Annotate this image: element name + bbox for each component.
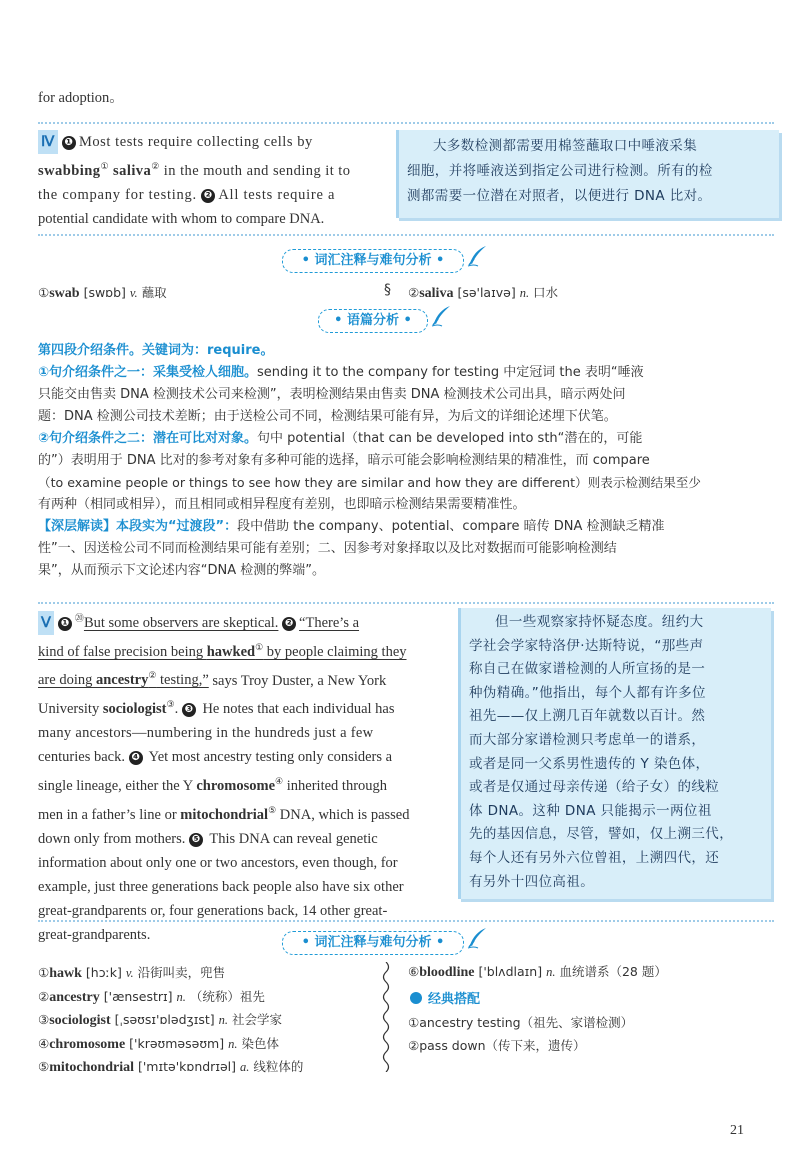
footnote-mark: ⑳ [74, 613, 84, 623]
section4-number: Ⅳ [38, 130, 58, 154]
entry-number: ① [38, 285, 50, 300]
entry-word: chromosome [49, 1036, 126, 1052]
translation-line: 先的基因信息，尽管，譬如，仅上溯三代， [469, 826, 734, 843]
divider [38, 234, 774, 236]
entry-pos: n. [546, 965, 556, 979]
section-banner-vocab: • 词汇注释与难句分析 • [282, 931, 464, 955]
divider [38, 920, 774, 922]
analysis-text: 有两种（相同或相异），而且相同或相异程度有差别，也即暗示检测结果需要精准性。 [38, 497, 526, 512]
sentence-text: by people claiming they [263, 643, 407, 660]
bullet-icon [410, 992, 422, 1004]
section-banner-vocab: • 词汇注释与难句分析 • [282, 249, 464, 273]
sentence-text: Yet most ancestry testing only considers a [145, 749, 393, 766]
sentence-text: But some observers are skeptical. [83, 614, 279, 631]
entry-definition: 社会学家 [232, 1012, 283, 1027]
sentence-text: testing,” [156, 672, 209, 689]
entry-phonetic: ['blʌdlaɪn] [478, 964, 543, 979]
sentence-text: “There’s a [299, 614, 360, 631]
analysis-point-head: ②句介绍条件之二：潜在可比对对象。 [38, 431, 258, 446]
section-banner-analysis: • 语篇分析 • [318, 309, 428, 333]
sentence-text: potential candidate with whom to compare DNA. [38, 210, 325, 227]
vocab-entry [38, 1009, 303, 1033]
entry-definition: 染色体 [241, 1035, 279, 1051]
entry-number: ③ [38, 1012, 50, 1027]
sentence-text: the company for testing. [38, 186, 197, 203]
entry-number: ⑤ [38, 1059, 50, 1074]
sentence-text: single lineage, either the Y [38, 778, 197, 795]
vocab-entry [38, 1033, 303, 1057]
sentence-text: information about only one or two ancestors, even though, for [38, 854, 398, 871]
footnote-mark: ② [148, 670, 157, 681]
collocation-item: ①ancestry testing（祖先、家谱检测） [408, 1015, 634, 1030]
sentence-marker: ❸ [182, 703, 196, 717]
analysis-text: 只能交由售卖 DNA 检测技术公司来检测”，表明检测结果由售卖 DNA 检测技术公司出具，暗示两处问 [38, 387, 626, 402]
entry-word: mitochondrial [49, 1060, 134, 1075]
vocab-word: ancestry [95, 672, 149, 689]
translation-line: 有另外十四位高祖。 [469, 873, 595, 890]
translation-line: 称自己在做家谱检测的人所宣扬的是一 [469, 661, 706, 678]
translation-line: 学社会学家特洛伊·达斯特说，“那些声 [469, 637, 704, 654]
collocation-title-text: 经典搭配 [428, 992, 481, 1007]
translation-line: 测都需要一位潜在对照者，以便进行 DNA 比对。 [407, 188, 712, 204]
entry-pos: v. [125, 966, 134, 980]
entry-word: saliva [419, 286, 454, 301]
sentence-text: men in a father’s line or [38, 806, 181, 823]
footnote-mark: ① [100, 161, 109, 171]
analysis-text: （to examine people or things to see how they are similar and how they are different）则表示检测结果至少 [38, 475, 701, 490]
vocab-word: chromosome [196, 778, 276, 795]
translation-line: 种伪精确。”他指出，每个人都有许多位 [469, 684, 706, 701]
vocab-list [38, 962, 303, 1080]
entry-pos: n. [218, 1013, 229, 1027]
vocab-word: swabbing [38, 162, 101, 179]
section5-english [38, 606, 446, 947]
entry-definition: 血统谱系（28 题） [559, 964, 667, 979]
entry-phonetic: ['mɪtə'kɒndrɪəl] [137, 1059, 237, 1074]
sentence-marker: ❶ [62, 136, 76, 150]
sentence-text: This DNA can reveal genetic [206, 830, 378, 847]
vocab-entry [408, 962, 667, 981]
sentence-text: are doing [38, 672, 96, 689]
section4-translation [396, 130, 779, 218]
sentence-text: inherited through [283, 778, 388, 795]
translation-line: 或者是同一父系男性遗传的 Y 染色体， [469, 755, 710, 772]
quill-icon [466, 927, 488, 949]
entry-word: ancestry [49, 989, 100, 1005]
entry-definition: 沿街叫卖，兜售 [137, 965, 226, 980]
entry-definition: （统称）祖先 [189, 988, 265, 1004]
entry-pos: n. [228, 1036, 238, 1051]
entry-word: sociologist [49, 1013, 111, 1028]
entry-phonetic: [ˌsəʊsɪ'ɒlədʒɪst] [114, 1012, 215, 1027]
footnote-mark: ② [151, 161, 160, 171]
analysis-text: 果”，从而预示下文论述内容“DNA 检测的弊端”。 [38, 563, 325, 578]
sentence-text: . [174, 701, 182, 718]
entry-number: ② [408, 285, 420, 300]
page-number: 21 [730, 1123, 744, 1138]
entry-number: ① [38, 965, 50, 980]
vocab-entry [408, 283, 558, 302]
quill-icon [430, 305, 452, 327]
collocation-item: ②pass down（传下来，遗传） [408, 1038, 586, 1053]
vocab-entry [38, 986, 303, 1010]
discourse-analysis [38, 340, 774, 582]
vocab-word: sociologist [102, 701, 167, 718]
entry-number: ④ [38, 1035, 50, 1051]
sentence-text: example, just three generations back people also have six other [38, 878, 404, 895]
entry-definition: 蘸取 [141, 285, 167, 300]
analysis-text: 题：DNA 检测公司技术差断；由于送检公司不同，检测结果可能有异，为后文的详细论述埋下伏笔。 [38, 409, 617, 424]
quill-icon [466, 245, 488, 267]
vocab-word: saliva [113, 162, 152, 179]
entry-definition: 口水 [533, 285, 559, 300]
sentence-text: many ancestors—numbering in the hundreds just a few [38, 725, 374, 742]
sentence-text: in the mouth and sending it to [159, 162, 351, 179]
sentence-text: Most tests require collecting cells by [78, 134, 313, 150]
section4-english [38, 130, 388, 231]
sentence-text: kind of false precision being [38, 643, 207, 660]
analysis-lead: 第四段介绍条件。关键词为：require。 [38, 343, 274, 358]
vocab-entry [38, 962, 303, 986]
entry-pos: v. [129, 286, 138, 300]
entry-pos: a. [240, 1060, 250, 1074]
entry-phonetic: [hɔːk] [85, 965, 122, 980]
footnote-mark: ⑤ [268, 805, 277, 816]
entry-phonetic: ['ænsestrɪ] [103, 988, 173, 1004]
footnote-mark: ③ [166, 699, 175, 710]
column-separator: § [384, 282, 391, 298]
sentence-text: great-grandparents or, four generations back, 14 other great- [38, 902, 388, 919]
sentence-marker: ❶ [58, 617, 72, 631]
analysis-text: sending it to the company for testing 中定冠词 the 表明“唾液 [257, 365, 644, 380]
translation-line: 细胞，并将唾液送到指定公司进行检测。所有的检 [407, 163, 713, 179]
sentence-marker: ❷ [201, 189, 215, 203]
entry-definition: 线粒体的 [253, 1059, 304, 1074]
divider [38, 122, 774, 124]
sentence-marker: ❹ [129, 751, 143, 765]
divider [38, 602, 774, 604]
vocab-word: hawked [206, 643, 256, 660]
entry-phonetic: ['krəʊməsəʊm] [129, 1035, 225, 1051]
vocab-entry [38, 1056, 303, 1080]
section5-number: Ⅴ [38, 611, 54, 635]
analysis-text: 句中 potential（that can be developed into sth“潜在的，可能 [257, 431, 643, 446]
vocab-word: mitochondrial [180, 806, 269, 823]
sentence-text: centuries back. [38, 749, 129, 766]
analysis-deep-head: 【深层解读】本段实为“过渡段”： [38, 519, 238, 534]
entry-phonetic: [sə'laɪvə] [457, 285, 516, 300]
sentence-text: University [38, 701, 103, 718]
translation-line: 但一些观察家持怀疑态度。纽约大 [495, 614, 704, 630]
analysis-point-head: ①句介绍条件之一：采集受检人细胞。 [38, 365, 258, 380]
analysis-text: 性”一、因送检公司不同而检测结果可能有差别；二、因参考对象择取以及比对数据而可能影响检测结 [38, 541, 617, 556]
translation-line: 每个人还有另外六位曾祖，上溯四代，还 [469, 849, 720, 866]
sentence-marker: ❺ [189, 833, 203, 847]
sentence-text: says Troy Duster, a New York [208, 672, 387, 689]
analysis-text: 段中借助 the company、potential、compare 暗传 DNA 检测缺乏精准 [237, 519, 665, 534]
entry-pos: n. [176, 989, 186, 1004]
entry-word: bloodline [419, 965, 475, 980]
entry-phonetic: [swɒb] [83, 285, 126, 300]
translation-line: 而大部分家谱检测只考虑单一的谱系， [469, 731, 706, 748]
entry-word: swab [49, 286, 80, 301]
vocab-entry [38, 283, 167, 302]
entry-number: ⑥ [408, 964, 420, 979]
sentence-text: DNA, which is passed [276, 806, 410, 823]
footnote-mark: ④ [275, 776, 284, 787]
entry-word: hawk [49, 966, 82, 981]
analysis-text: 的”）表明用于 DNA 比对的参考对象有多种可能的选择，暗示可能会影响检测结果的精准性，而 compare [38, 453, 650, 468]
translation-line: 祖先——仅上溯几百年就数以百计。然 [469, 708, 706, 725]
carryover-text: for adoption。 [38, 90, 124, 106]
sentence-marker: ❷ [282, 617, 296, 631]
column-separator [380, 962, 392, 1072]
footnote-mark: ① [255, 641, 264, 652]
collocation-title [410, 988, 480, 1007]
sentence-text: great-grandparents. [38, 926, 151, 943]
sentence-text: down only from mothers. [38, 830, 190, 847]
translation-line: 体 DNA。这种 DNA 只能揭示一两位祖 [469, 802, 712, 819]
entry-number: ② [38, 988, 50, 1004]
sentence-text: He notes that each individual has [198, 701, 395, 718]
sentence-text: All tests require a [218, 186, 336, 203]
section5-translation [458, 608, 771, 899]
translation-line: 大多数检测都需要用棉签蘸取口中唾液采集 [433, 138, 698, 154]
translation-line: 或者是仅通过母亲传递（给子女）的线粒 [469, 779, 720, 796]
entry-pos: n. [519, 286, 530, 300]
